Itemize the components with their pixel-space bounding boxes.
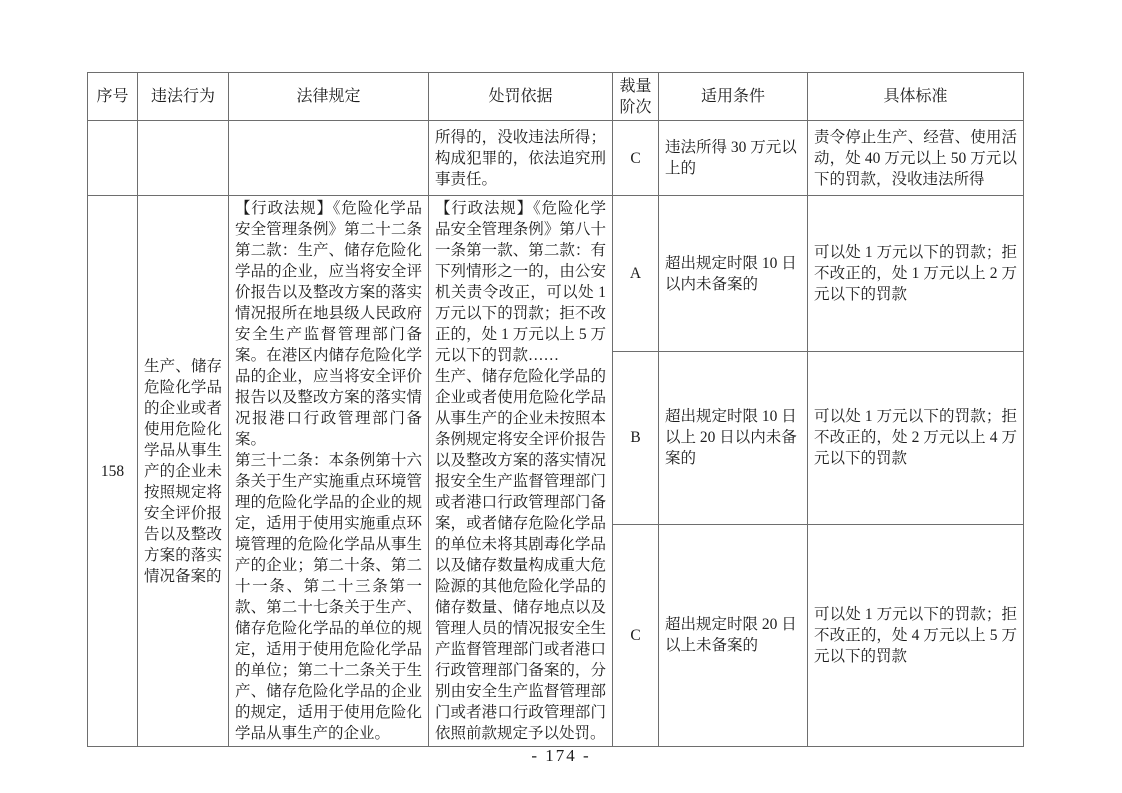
penalty-basis-paragraph-1: 【行政法规】《危险化学品安全管理条例》第八十一条第一款、第二款：有下列情形之一的，由公安机关责令改正，可以处 1 万元以下的罚款；拒不改正的，处 1 万元以上 5 万元以下的罚款……	[435, 200, 606, 364]
penalty-standards-table	[87, 72, 1024, 747]
cell-standard-continuation: 责令停止生产、经营、使用活动，处 40 万元以上 50 万元以下的罚款，没收违法所得	[808, 121, 1024, 196]
cell-level-a: A	[613, 196, 659, 352]
cell-level-c-continuation: C	[613, 121, 659, 196]
cell-illegal-act-158: 生产、储存危险化学品的企业或者使用危险化学品从事生产的企业未按照规定将安全评价报告以及整改方案的落实情况备案的	[138, 196, 229, 747]
cell-standard-b: 可以处 1 万元以下的罚款；拒不改正的，处 2 万元以上 4 万元以下的罚款	[808, 352, 1024, 525]
cell-penalty-basis-continuation: 所得的，没收违法所得；构成犯罪的，依法追究刑事责任。	[429, 121, 613, 196]
cell-condition-c: 超出规定时限 20 日以上未备案的	[659, 524, 808, 746]
cell-condition-continuation: 违法所得 30 万元以上的	[659, 121, 808, 196]
legal-provision-paragraph-1: 【行政法规】《危险化学品安全管理条例》第二十二条第二款：生产、储存危险化学品的企业，应当将安全评价报告以及整改方案的落实情况报所在地县级人民政府安全生产监督管理部门备案。在港区内储存危险化学品的企业，应当将安全评价报告以及整改方案的落实情况报港口行政管理部门备案。	[235, 200, 422, 448]
penalty-basis-paragraph-2: 生产、储存危险化学品的企业或者使用危险化学品从事生产的企业未按照本条例规定将安全评价报告以及整改方案的落实情况报安全生产监督管理部门或者港口行政管理部门备案，或者储存危险化学品的单位未将其剧毒化学品以及储存数量构成重大危险源的其他危险化学品的储存数量、储存地点以及管理人员的情况报安全生产监督管理部门或者港口行政管理部门备案的，分别由安全生产监督管理部门或者港口行政管理部门依照前款规定予以处罚。	[435, 368, 606, 742]
header-applicable-condition: 适用条件	[659, 73, 808, 121]
cell-legal-provision-158	[229, 196, 429, 747]
cell-condition-b: 超出规定时限 10 日以上 20 日以内未备案的	[659, 352, 808, 525]
cell-penalty-basis-158	[429, 196, 613, 747]
continuation-row	[88, 121, 1024, 196]
cell-serial-empty	[88, 121, 138, 196]
header-penalty-basis: 处罚依据	[429, 73, 613, 121]
header-legal-provision: 法律规定	[229, 73, 429, 121]
cell-law-empty	[229, 121, 429, 196]
header-specific-standard: 具体标准	[808, 73, 1024, 121]
header-discretion-level: 裁量阶次	[613, 73, 659, 121]
header-illegal-act: 违法行为	[138, 73, 229, 121]
cell-level-c: C	[613, 524, 659, 746]
cell-serial-158: 158	[88, 196, 138, 747]
page-number: - 174 -	[531, 746, 591, 765]
header-serial-number: 序号	[88, 73, 138, 121]
cell-standard-c: 可以处 1 万元以下的罚款；拒不改正的，处 4 万元以上 5 万元以下的罚款	[808, 524, 1024, 746]
table-header-row	[88, 73, 1024, 121]
cell-condition-a: 超出规定时限 10 日以内未备案的	[659, 196, 808, 352]
legal-provision-paragraph-2: 第三十二条：本条例第十六条关于生产实施重点环境管理的危险化学品的企业的规定，适用于使用实施重点环境管理的危险化学品从事生产的企业；第二十条、第二十一条、第二十三条第一款、第二十七条关于生产、储存危险化学品的单位的规定，适用于使用危险化学品的单位；第二十二条关于生产、储存危险化学品的企业的规定，适用于使用危险化学品从事生产的企业。	[235, 452, 422, 742]
cell-level-b: B	[613, 352, 659, 525]
row-158-tier-a	[88, 196, 1024, 352]
cell-standard-a: 可以处 1 万元以下的罚款；拒不改正的，处 1 万元以上 2 万元以下的罚款	[808, 196, 1024, 352]
cell-behavior-empty	[138, 121, 229, 196]
